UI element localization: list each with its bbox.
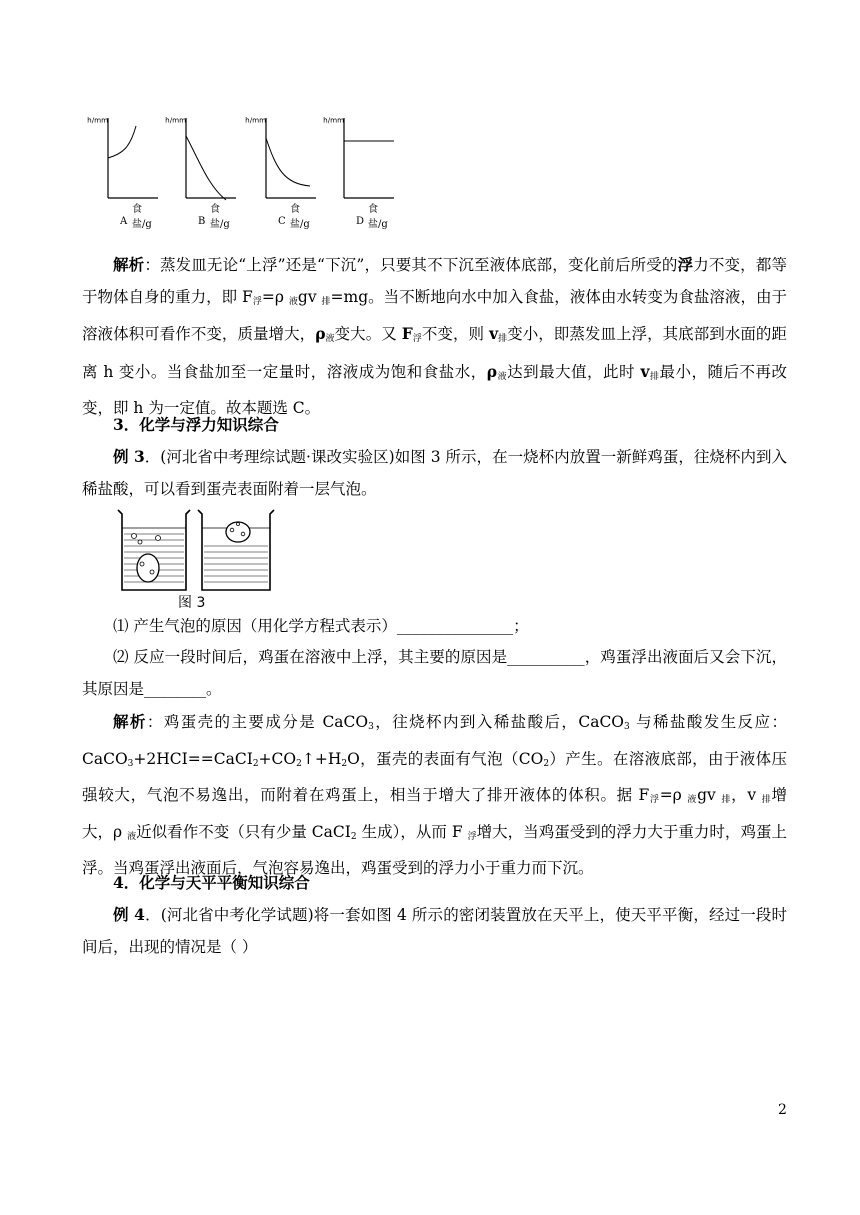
analysis-1-sub-1: 浮 <box>252 296 262 307</box>
analysis-2-l: 增大，ρ <box>82 786 787 841</box>
analysis-1-v: v <box>489 324 499 343</box>
analysis-1-text-8: 达到最大值，此时 <box>507 362 641 381</box>
analysis-1-sub-6: 排 <box>498 334 508 344</box>
analysis-2-l-sub: 液 <box>127 831 137 842</box>
analysis-1-sub-3: 排 <box>321 296 331 307</box>
analysis-1-rho: ρ <box>315 324 326 343</box>
question-2: ⑵ 反应一段时间后，鸡蛋在溶液中上浮，其主要的原因是__________，鸡蛋浮出液面后又会下沉，其原因是________。 <box>82 648 787 698</box>
analysis-2-e-sub: 2 <box>296 758 302 769</box>
graph-c-letter: C <box>278 216 286 227</box>
analysis-2-paragraph <box>82 706 787 885</box>
example-3-paragraph <box>82 441 787 505</box>
analysis-2-b: ，往烧杯内到入稀盐酸后，CaCO <box>373 713 625 731</box>
graph-d-letter: D <box>356 216 365 227</box>
analysis-1-sub-4: 液 <box>325 334 335 344</box>
graph-a-letter: A <box>120 216 128 227</box>
example-4-paragraph <box>82 899 787 963</box>
page-number: 2 <box>778 1102 787 1118</box>
analysis-2-d: +2HCI==CaCI <box>133 749 253 768</box>
graph-c-ylabel: h/mm <box>245 116 267 125</box>
analysis-1-f: F <box>401 324 413 343</box>
analysis-1-v-2: v <box>640 361 650 381</box>
analysis-1-label: 解析 <box>113 255 145 274</box>
analysis-2-g: O，蛋壳的表面有气泡（CO <box>347 749 544 768</box>
analysis-2-h: ）产生。在溶液底部，由于液体压强较大，气泡不易逸出，而附着在鸡蛋上，相当于增大了排开液体的体积。据 F <box>82 749 787 804</box>
example-3-label: 例 3 <box>113 447 145 466</box>
analysis-1-text-1c: 力不变，都等于物体自身的重力，即 F <box>82 256 787 306</box>
analysis-2-f: ↑+H <box>301 749 342 768</box>
analysis-2-i-sub: 液 <box>687 795 698 805</box>
section-3-heading <box>82 409 787 441</box>
analysis-2-f-sub: 2 <box>341 758 348 769</box>
analysis-2-j-sub: 排 <box>721 795 732 805</box>
analysis-1-sub-5: 浮 <box>412 334 422 344</box>
analysis-1-text-4: =mg。当不断地向水中加入食盐，液体由水转变为食盐溶液，由于溶液体积可看作不变，质量增大， <box>82 287 787 343</box>
example-4-label: 例 4 <box>113 905 145 924</box>
graph-d <box>318 108 394 232</box>
graph-d-xlabel: 食盐/g <box>368 204 388 230</box>
example-4-text: ．(河北省中考化学试题)将一套如图 4 所示的密闭装置放在天平上，使天平平衡，经过一段时间后，出现的情况是（ ） <box>82 906 787 956</box>
analysis-1-rho-2: ρ <box>486 361 498 381</box>
analysis-1-text-3: gv <box>297 287 322 306</box>
example-3-text: ．(河北省中考理综试题·课改实验区)如图 3 所示，在一烧杯内放置一新鲜鸡蛋，往烧杯内到入稀盐酸，可以看到蛋壳表面附着一层气泡。 <box>82 448 787 498</box>
analysis-1-text-1: ：蒸发皿无论“上浮”还是“下沉”，只要其不下沉至液体底部，变化前后所受的 <box>144 256 678 274</box>
section-3-title: 3．化学与浮力知识综合 <box>113 415 279 434</box>
analysis-1-text-6: 不变，则 <box>421 325 490 343</box>
graph-a-ylabel: h/mm <box>87 116 109 125</box>
analysis-2-n-sub: 浮 <box>467 831 477 842</box>
question-1: ⑴ 产生气泡的原因（用化学方程式表示）_______________； <box>113 617 529 635</box>
graph-d-ylabel: h/mm <box>323 116 345 125</box>
analysis-1-paragraph <box>82 249 787 425</box>
graph-b <box>160 108 236 232</box>
analysis-2-h-sub: 浮 <box>649 795 660 805</box>
section-4-heading <box>82 867 787 899</box>
figure-3-beakers <box>112 506 277 596</box>
analysis-2-m-sub: 2 <box>350 831 357 842</box>
analysis-2-k: ，v <box>731 786 762 804</box>
analysis-2-m: 近似看作不变（只有少量 CaCI <box>136 822 351 841</box>
analysis-2-g-sub: 2 <box>543 758 550 769</box>
analysis-2-label: 解析 <box>113 712 147 731</box>
graph-b-xlabel: 食盐/g <box>210 204 230 230</box>
graph-a-xlabel: 食盐/g <box>132 204 152 230</box>
analysis-2-a: ：鸡蛋壳的主要成分是 CaCO <box>146 713 369 731</box>
analysis-2-k-sub: 排 <box>761 795 772 805</box>
analysis-2-i: =ρ <box>659 786 688 804</box>
analysis-2-d-sub: 2 <box>252 758 259 769</box>
analysis-1-sub-8: 排 <box>649 371 660 382</box>
analysis-2-o: 增大，当鸡蛋受到的浮力大于重力时，鸡蛋上浮。当鸡蛋浮出液面后，气泡容易逸出，鸡蛋受到的浮力小于重力而下沉。 <box>82 822 787 877</box>
analysis-1-text-7: 变小，即蒸发皿上浮，其底部到水面的距离 h 变小。当食盐加至一定量时，溶液成为饱和食盐水， <box>82 325 787 381</box>
analysis-1-text-2: =ρ <box>261 287 289 306</box>
beakers-illustration <box>112 506 277 596</box>
analysis-1-sub-7: 液 <box>497 371 508 382</box>
analysis-2-e: +CO <box>258 749 297 768</box>
analysis-2-a-sub: 3 <box>368 722 374 732</box>
analysis-2-c-sub: 3 <box>127 758 134 769</box>
graph-c <box>240 108 316 232</box>
graph-c-xlabel: 食盐/g <box>290 204 310 230</box>
graph-b-ylabel: h/mm <box>165 116 187 125</box>
analysis-2-n: 生成），从而 F <box>356 822 468 841</box>
analysis-1-sub-2: 液 <box>288 296 298 307</box>
section-4-title: 4．化学与天平平衡知识综合 <box>113 873 310 892</box>
figure-3-caption: 图 3 <box>178 595 206 611</box>
graph-options-row <box>82 108 422 238</box>
analysis-1-text-9: 最小，随后不再改变，即 h 为一定值。故本题选 C。 <box>82 362 787 417</box>
analysis-1-text-1b: 浮 <box>677 255 694 274</box>
analysis-2-c: 与稀盐酸发生反应：CaCO <box>82 713 787 768</box>
graph-a <box>82 108 158 232</box>
analysis-2-j: gv <box>697 786 722 804</box>
analysis-1-text-5: 变大。又 <box>334 325 402 343</box>
graph-b-letter: B <box>198 216 206 227</box>
analysis-2-b-sub: 3 <box>624 722 630 732</box>
